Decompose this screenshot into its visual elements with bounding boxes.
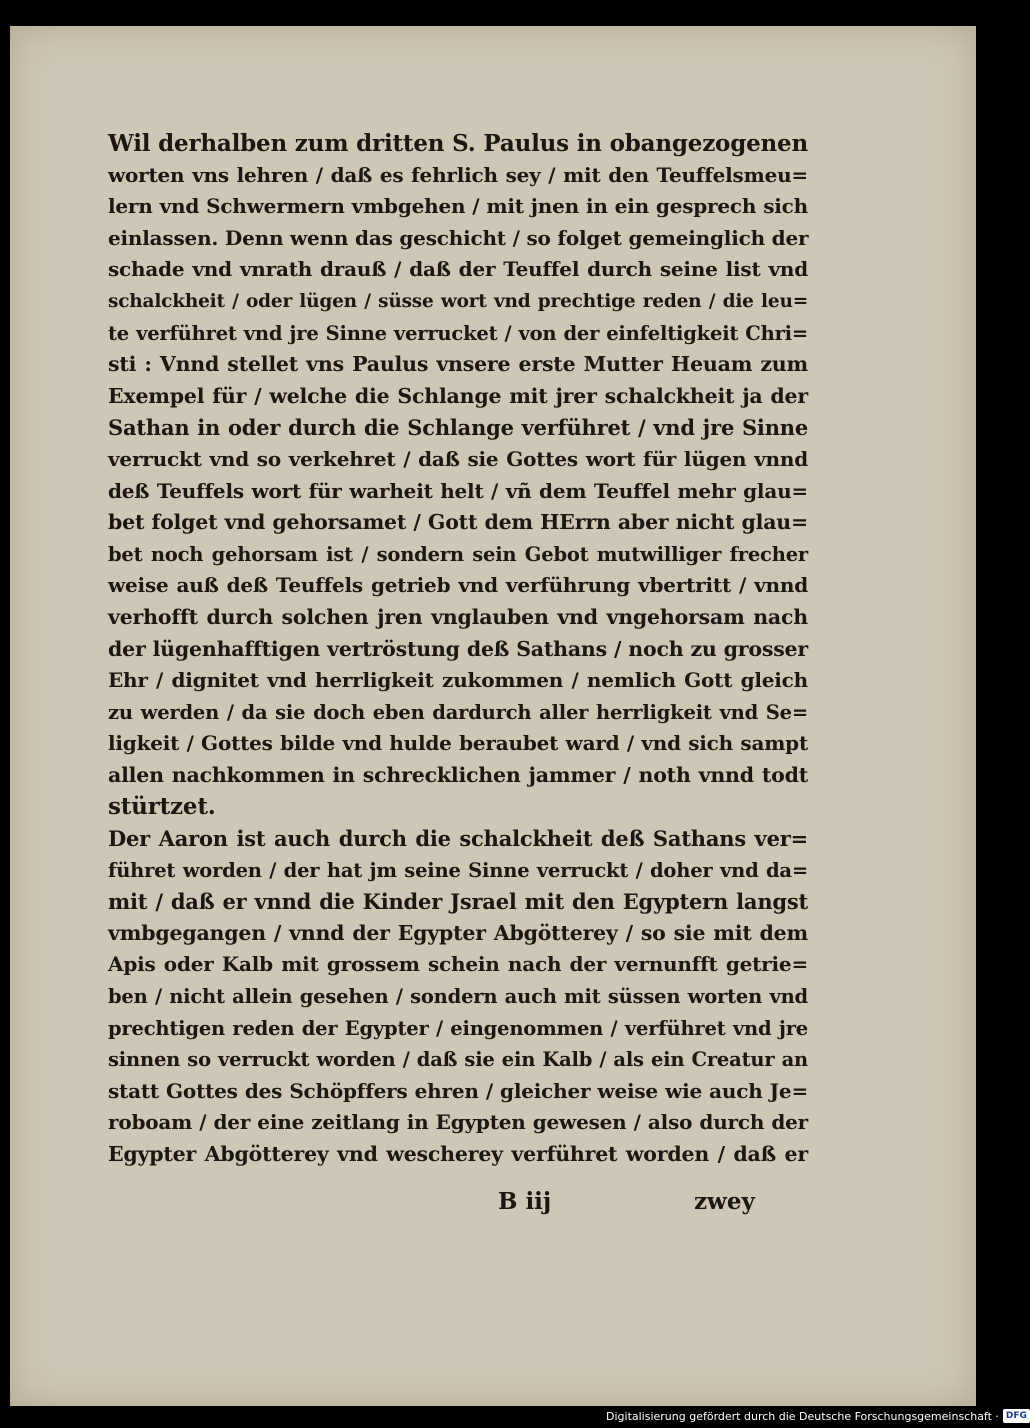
text-line: Wil derhalben zum dritten S. Paulus in obangezogenen — [108, 130, 808, 157]
text-line: Ehr / dignitet vnd herrligkeit zukommen / nemlich Gott gleich — [108, 668, 808, 693]
text-line: Apis oder Kalb mit grossem schein nach der vernunfft getrie= — [108, 952, 808, 977]
text-line: weise auß deß Teuffels getrieb vnd verführung vbertritt / vnnd — [108, 573, 808, 598]
signature-mark: B iij — [498, 1188, 552, 1215]
text-line: stürtzet. — [108, 793, 216, 821]
book-page — [10, 26, 976, 1406]
text-line: einlassen. Denn wenn das geschicht / so folget gemeinglich der — [108, 225, 809, 250]
text-line: lern vnd Schwermern vmbgehen / mit jnen in ein gesprech sich — [108, 194, 808, 219]
page-text-block — [108, 128, 808, 1171]
text-line: worten vns lehren / daß es fehrlich sey / mit den Teuffelsmeu= — [108, 162, 808, 187]
text-line: sinnen so verruckt worden / daß sie ein Kalb / als ein Creatur an — [108, 1048, 808, 1072]
text-line: Sathan in oder durch die Schlange verführet / vnd jre Sinne — [108, 415, 808, 441]
text-line: sti : Vnnd stellet vns Paulus vnsere erste Mutter Heuam zum — [108, 352, 808, 377]
text-line: bet folget vnd gehorsamet / Gott dem HErrn aber nicht glau= — [108, 510, 808, 535]
text-line: mit / daß er vnnd die Kinder Jsrael mit den Egyptern langst — [108, 889, 808, 915]
text-line: schalckheit / oder lügen / süsse wort vnd prechtige reden / die leu= — [108, 290, 808, 312]
text-line: roboam / der eine zeitlang in Egypten gewesen / also durch der — [108, 1110, 808, 1135]
text-line: allen nachkommen in schrecklichen jammer / noth vnnd todt — [108, 762, 808, 787]
catchword: zwey — [694, 1188, 755, 1215]
text-line: verruckt vnd so verkehret / daß sie Gottes wort für lügen vnnd — [108, 446, 808, 471]
text-line: prechtigen reden der Egypter / eingenommen / verführet vnd jre — [108, 1016, 808, 1040]
text-line: vmbgegangen / vnnd der Egypter Abgötterey / so sie mit dem — [108, 920, 808, 945]
text-line: führet worden / der hat jm seine Sinne verruckt / doher vnd da= — [108, 858, 808, 882]
dfg-logo: DFG — [1003, 1409, 1030, 1423]
text-line: der lügenhafftigen vertröstung deß Sathans / noch zu grosser — [108, 636, 808, 661]
text-line: te verführet vnd jre Sinne verrucket / von der einfeltigkeit Chri= — [108, 321, 808, 345]
text-line: verhofft durch solchen jren vnglauben vnd vngehorsam nach — [108, 604, 808, 629]
text-line: statt Gottes des Schöpffers ehren / gleicher weise wie auch Je= — [108, 1078, 808, 1103]
text-line: schade vnd vnrath drauß / daß der Teuffel durch seine list vnd — [108, 257, 808, 282]
text-line: Egypter Abgötterey vnd wescherey verführet worden / daß er — [108, 1142, 808, 1166]
text-line: zu werden / da sie doch eben dardurch aller herrligkeit vnd Se= — [108, 700, 808, 724]
text-line: ligkeit / Gottes bilde vnd hulde beraubet ward / vnd sich sampt — [108, 731, 808, 756]
text-line: bet noch gehorsam ist / sondern sein Gebot mutwilliger frecher — [108, 542, 808, 566]
text-line: ben / nicht allein gesehen / sondern auch mit süssen worten vnd — [108, 985, 808, 1009]
text-line: deß Teuffels wort für warheit helt / vñ dem Teuffel mehr glau= — [108, 478, 808, 503]
text-line: Exempel für / welche die Schlange mit jrer schalckheit ja der — [108, 383, 808, 408]
credit-text: Digitalisierung gefördert durch die Deutsche Forschungsgemeinschaft · — [606, 1409, 999, 1423]
text-line: Der Aaron ist auch durch die schalckheit deß Sathans ver= — [108, 826, 808, 852]
digitization-credit — [606, 1407, 1030, 1425]
